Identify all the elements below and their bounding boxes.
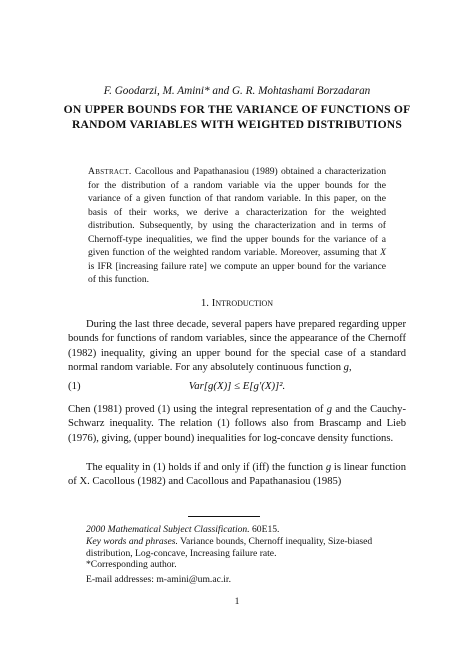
footnote-msc	[86, 524, 396, 536]
footnote-keywords	[86, 536, 396, 559]
section-heading	[0, 297, 474, 309]
paragraph-2-variable: g	[326, 404, 333, 415]
equation-expression: Var[g(X)] ≤ E[g′(X)]².	[188, 380, 286, 392]
paragraph-1-text: During the last three decade, several papers have prepared regarding upper bounds for functions of random variables, since the appearance of the Chernoff (1982) inequality, giving an upper bound for the special case of a standard normal random variable. For any absolutely continuous function	[68, 319, 406, 373]
abstract-label: Abstract.	[88, 166, 132, 177]
paragraph-3	[68, 461, 406, 490]
paper-title: ON UPPER BOUNDS FOR THE VARIANCE OF FUNCTIONS OF RANDOM VARIABLES WITH WEIGHTED DISTRIBUTIONS	[63, 103, 411, 131]
paragraph-1	[68, 318, 406, 375]
keywords-value: Variance bounds, Chernoff inequality, Size-biased distribution, Log-concave, Increasing failure rate.	[86, 536, 373, 559]
paragraph-3-text-a: The equality in (1) holds if and only if (iff) the function	[86, 462, 326, 473]
footnote-corresponding: *Corresponding author.	[86, 559, 177, 570]
paragraph-1-end: ,	[348, 361, 352, 373]
paragraph-2-text-b: and the Cauchy-Schwarz inequality. The relation (1) follows also from Brascamp and Lieb (1976), giving, (upper bound) inequalities for log-concave density functions.	[68, 404, 406, 444]
paragraph-2	[68, 403, 406, 446]
footnote-email: E-mail addresses: m-amini@um.ac.ir.	[86, 574, 231, 585]
paragraph-3-variable: g	[325, 462, 332, 473]
section-title: Introduction	[211, 297, 274, 309]
paragraph-3-text-b: is linear function of X. Cacollous (1982) and Cacollous and Papathanasiou (1985)	[68, 462, 407, 488]
section-number: 1.	[200, 297, 210, 309]
abstract-variable-x: X	[380, 247, 386, 258]
page-number: 1	[234, 596, 240, 607]
paragraph-1-variable: g	[343, 361, 349, 373]
abstract-text-a: Cacollous and Papathanasiou (1989) obtained a characterization for the distribution of a random variable via the upper bounds for the variance of a given function of that random variable. In this paper, on the basis of their works, we derive a characterization for the weighted distribution. Subsequently, by using the characterization and in terms of Chernoff-type inequalities, we find the upper bounds for the variance of a given function of the weighted random variable. Moreover, assuming that	[88, 166, 386, 258]
msc-label: 2000 Mathematical Subject Classification.	[86, 524, 250, 535]
keywords-label: Key words and phrases.	[86, 536, 178, 547]
msc-value: 60E15.	[249, 524, 280, 535]
paragraph-2-text-a: Chen (1981) proved (1) using the integral representation of	[68, 404, 327, 415]
equation-number: (1)	[68, 380, 81, 392]
abstract	[88, 165, 386, 287]
equation-1	[68, 380, 406, 396]
abstract-text-b: is IFR [increasing failure rate] we compute an upper bound for the variance of this function.	[88, 260, 386, 285]
author-line: F. Goodarzi, M. Amini* and G. R. Mohtashami Borzadaran	[103, 85, 371, 97]
footnote-divider	[188, 516, 260, 517]
